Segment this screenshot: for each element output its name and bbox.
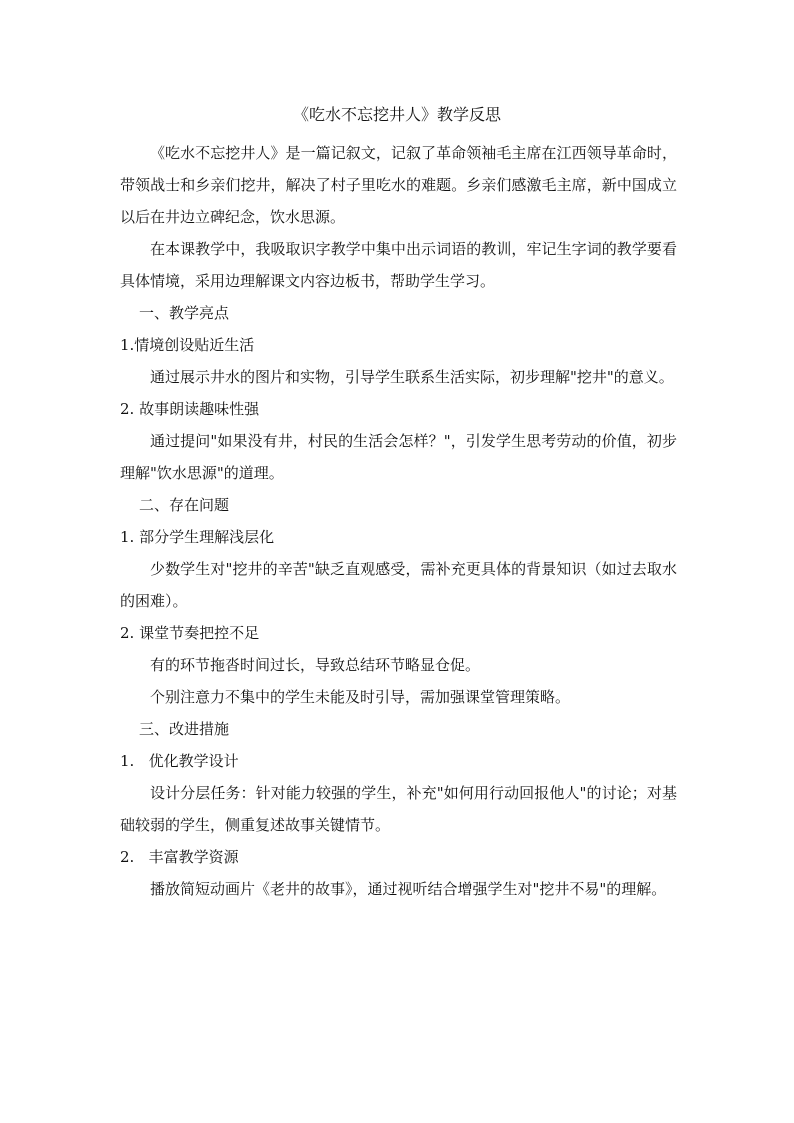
intro-paragraph-1: 《吃水不忘挖井人》是一篇记叙文，记叙了革命领袖毛主席在江西领导革命时，带领战士和乡亲们挖井，解决了村子里吃水的难题。乡亲们感激毛主席，新中国成立以后在井边立碑纪念，饮水思源。 [120, 144, 677, 226]
intro-paragraph-2: 在本课教学中，我吸取识字教学中集中出示词语的教训，牢记生字词的教学要看具体情境，采用边理解课文内容边板书，帮助学生学习。 [120, 240, 677, 290]
problem-2-text-1: 有的环节拖沓时间过长，导致总结环节略显仓促。 [150, 656, 481, 674]
subheading-highlight-2: 2. 故事朗读趣味性强 [120, 400, 260, 418]
section-heading-problems: 二、存在问题 [139, 496, 230, 514]
document-body [120, 137, 677, 905]
section-heading-highlights: 一、教学亮点 [139, 304, 230, 322]
problem-1-text: 少数学生对"挖井的辛苦"缺乏直观感受，需补充更具体的背景知识（如过去取水的困难）。 [120, 560, 677, 610]
subheading-highlight-1: 1.情境创设贴近生活 [120, 336, 255, 354]
subheading-problem-1: 1. 部分学生理解浅层化 [120, 528, 275, 546]
problem-2-text-2: 个别注意力不集中的学生未能及时引导，需加强课堂管理策略。 [150, 688, 571, 706]
highlight-1-text: 通过展示井水的图片和实物，引导学生联系生活实际，初步理解"挖井"的意义。 [150, 368, 674, 386]
improvement-2-text: 播放简短动画片《老井的故事》，通过视听结合增强学生对"挖井不易"的理解。 [150, 880, 667, 898]
section-heading-improvements: 三、改进措施 [139, 720, 230, 738]
document-title: 《吃水不忘挖井人》教学反思 [292, 105, 501, 124]
improvement-1-text: 设计分层任务：针对能力较强的学生，补充"如何用行动回报他人"的讨论；对基础较弱的学生，侧重复述故事关键情节。 [120, 784, 677, 834]
subheading-improvement-2: 2. 丰富教学资源 [120, 848, 239, 866]
subheading-problem-2: 2. 课堂节奏把控不足 [120, 624, 260, 642]
highlight-2-text: 通过提问"如果没有井，村民的生活会怎样？"，引发学生思考劳动的价值，初步理解"饮水思源"的道理。 [120, 432, 677, 482]
subheading-improvement-1: 1. 优化教学设计 [120, 752, 239, 770]
